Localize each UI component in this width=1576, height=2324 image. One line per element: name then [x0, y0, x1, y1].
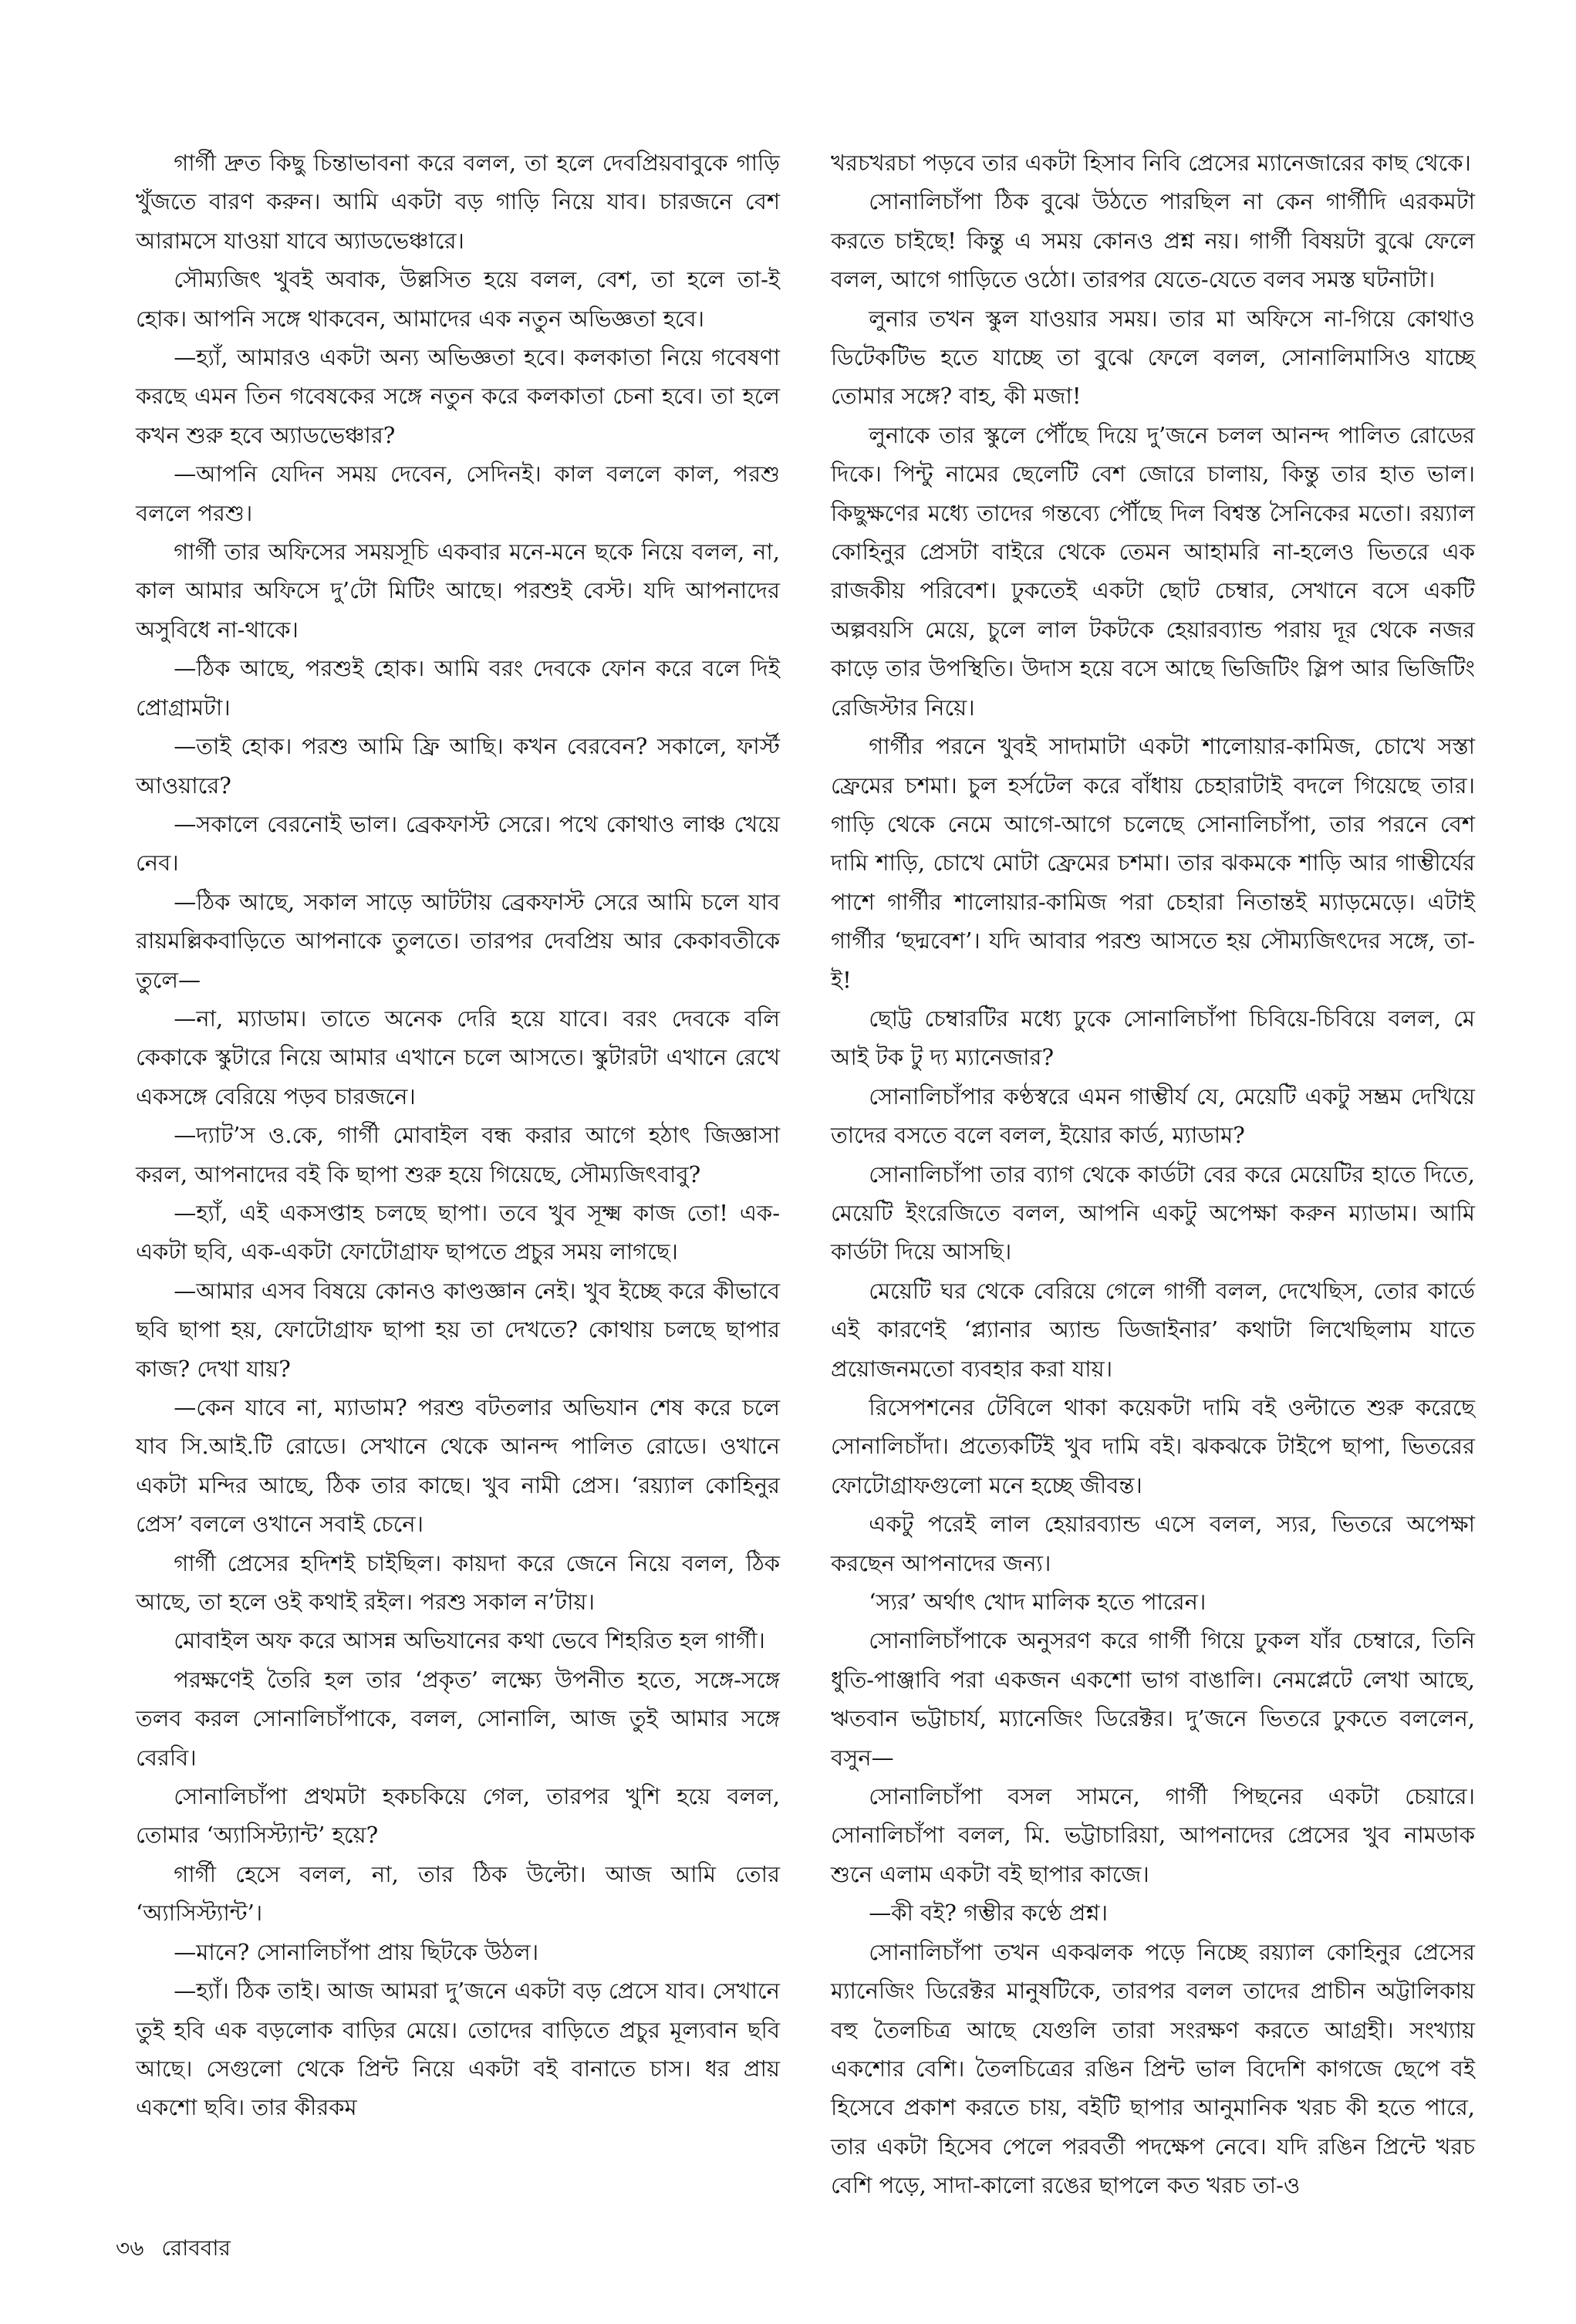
paragraph: —আপনি যেদিন সময় দেবেন, সেদিনই। কাল বললে কাল, পরশু বললে পরশু। [136, 461, 780, 526]
paragraph: সোনালিচাঁপা প্রথমটা হকচকিয়ে গেল, তারপর খুশি হয়ে বলল, তোমার ‘অ্যাসিস্ট্যান্ট’ হয়ে? [136, 1783, 780, 1849]
paragraph: —ঠিক আছে, সকাল সাড়ে আটটায় ব্রেকফাস্ট সেরে আমি চলে যাব রায়মল্লিকবাড়িতে আপনাকে তুলতে। তারপর দেবপ্রিয় আর কেকাবতীকে তুলে— [136, 888, 780, 993]
paragraph: গার্গীর পরনে খুবই সাদামাটা একটা শালোয়ার-কামিজ, চোখে সস্তা ফ্রেমের চশমা। চুল হর্সটেল করে বাঁধায় চেহারাটাই বদলে গিয়েছে তার। গাড়ি থেকে নেমে আগে-আগে চলেছে সোনালিচাঁপা, তার পরনে বেশ দামি শাড়ি, চোখে মোটা ফ্রেমের চশমা। তার ঝকমকে শাড়ি আর গাম্ভীর্যের পাশে গার্গীর শালোয়ার-কামিজ পরা চেহারা নিতান্তই ম্যাড়মেড়ে। এটাই গার্গীর ‘ছদ্মবেশ’। যদি আবার পরশু আসতে হয় সৌম্যজিৎদের সঙ্গে, তা-ই! [831, 733, 1475, 993]
paragraph: —হ্যাঁ, আমারও একটা অন্য অভিজ্ঞতা হবে। কলকাতা নিয়ে গবেষণা করছে এমন তিন গবেষকের সঙ্গে নতুন করে কলকাতা চেনা হবে। তা হলে কখন শুরু হবে অ্যাডভেঞ্চার? [136, 344, 780, 448]
paragraph: —সকালে বেরনোই ভাল। ব্রেকফাস্ট সেরে। পথে কোথাও লাঞ্চ খেয়ে নেব। [136, 810, 780, 877]
paragraph: পরক্ষণেই তৈরি হল তার ‘প্রকৃত’ লক্ষ্যে উপনীত হতে, সঙ্গে-সঙ্গে তলব করল সোনালিচাঁপাকে, বলল, সোনালি, আজ তুই আমার সঙ্গে বেরবি। [136, 1666, 780, 1771]
paragraph: গার্গী তার অফিসের সময়সূচি একবার মনে-মনে ছকে নিয়ে বলল, না, কাল আমার অফিসে দু’টো মিটিং আছে। পরশুই বেস্ট। যদি আপনাদের অসুবিধে না-থাকে। [136, 539, 780, 643]
paragraph: —না, ম্যাডাম। তাতে অনেক দেরি হয়ে যাবে। বরং দেবকে বলি কেকাকে স্কুটারে নিয়ে আমার এখানে চলে আসতে। স্কুটারটা এখানে রেখে একসঙ্গে বেরিয়ে পড়ব চারজনে। [136, 1005, 780, 1110]
paragraph: —আমার এসব বিষয়ে কোনও কাণ্ডজ্ঞান নেই। খুব ইচ্ছে করে কীভাবে ছবি ছাপা হয়, ফোটোগ্রাফ ছাপা হয় তা দেখতে? কোথায় চলছে ছাপার কাজ? দেখা যায়? [136, 1277, 780, 1382]
paragraph: ‘স্যর’ অর্থাৎ খোদ মালিক হতে পারেন। [869, 1589, 1206, 1616]
magazine-name: রোববার [161, 2235, 231, 2261]
paragraph: গার্গী প্রেসের হদিশই চাইছিল। কায়দা করে জেনে নিয়ে বলল, ঠিক আছে, তা হলে ওই কথাই রইল। পরশু সকাল ন’টায়। [136, 1549, 780, 1616]
paragraph: লুনার তখন স্কুল যাওয়ার সময়। তার মা অফিসে না-গিয়ে কোথাও ডিটেকটিভ হতে যাচ্ছে তা বুঝে ফেলে বলল, সোনালিমাসিও যাচ্ছে তোমার সঙ্গে? বাহ, কী মজা! [831, 305, 1475, 410]
paragraph: —দ্যাট’স ও.কে, গার্গী মোবাইল বন্ধ করার আগে হঠাৎ জিজ্ঞাসা করল, আপনাদের বই কি ছাপা শুরু হয়ে গিয়েছে, সৌম্যজিৎবাবু? [136, 1122, 780, 1187]
paragraph: —হ্যাঁ, এই একসপ্তাহ চলছে ছাপা। তবে খুব সূক্ষ্ম কাজ তো! এক-একটা ছবি, এক-একটা ফোটোগ্রাফ ছাপতে প্রচুর সময় লাগছে। [136, 1199, 780, 1265]
right-column [831, 144, 1475, 2205]
paragraph: সোনালিচাঁপাকে অনুসরণ করে গার্গী গিয়ে ঢুকল যাঁর চেম্বারে, তিনি ধুতি-পাঞ্জাবি পরা একজন একশো ভাগ বাঙালি। নেমপ্লেটে লেখা আছে, ঋতবান ভট্টাচার্য, ম্যানেজিং ডিরেক্টর। দু’জনে ভিতরে ঢুকতে বললেন, বসুন— [831, 1627, 1475, 1771]
paragraph: সোনালিচাঁপার কণ্ঠস্বরে এমন গাম্ভীর্য যে, মেয়েটি একটু সম্ভ্রম দেখিয়ে তাদের বসতে বলে বলল, ইয়োর কার্ড, ম্যাডাম? [831, 1083, 1475, 1149]
paragraph: —কী বই? গম্ভীর কণ্ঠে প্রশ্ন। [869, 1900, 1109, 1927]
paragraph: সোনালিচাঁপা তার ব্যাগ থেকে কার্ডটা বের করে মেয়েটির হাতে দিতে, মেয়েটি ইংরেজিতে বলল, আপনি একটু অপেক্ষা করুন ম্যাডাম। আমি কার্ডটা দিয়ে আসছি। [831, 1160, 1475, 1265]
paragraph: মেয়েটি ঘর থেকে বেরিয়ে গেলে গার্গী বলল, দেখেছিস, তোর কার্ডে এই কারণেই ‘প্ল্যানার অ্যান্ড ডিজাইনার’ কথাটা লিখেছিলাম যাতে প্রয়োজনমতো ব্যবহার করা যায়। [831, 1277, 1475, 1382]
paragraph: —ঠিক আছে, পরশুই হোক। আমি বরং দেবকে ফোন করে বলে দিই প্রোগ্রামটা। [136, 655, 780, 721]
page-number: ৩৬ [116, 2235, 144, 2261]
paragraph: —কেন যাবে না, ম্যাডাম? পরশু বটতলার অভিযান শেষ করে চলে যাব সি.আই.টি রোডে। সেখানে থেকে আনন্দ পালিত রোডে। ওখানে একটা মন্দির আছে, ঠিক তার কাছে। খুব নামী প্রেস। ‘রয়্যাল কোহিনুর প্রেস’ বললে ওখানে সবাই চেনে। [136, 1394, 780, 1538]
left-column [136, 144, 780, 2127]
paragraph: সৌম্যজিৎ খুবই অবাক, উল্লসিত হয়ে বলল, বেশ, তা হলে তা-ই হোক। আপনি সঙ্গে থাকবেন, আমাদের এক নতুন অভিজ্ঞতা হবে। [136, 266, 780, 332]
paragraph: সোনালিচাঁপা তখন একঝলক পড়ে নিচ্ছে রয়্যাল কোহিনুর প্রেসের ম্যানেজিং ডিরেক্টর মানুষটিকে, তারপর বলল তাদের প্রাচীন অট্টালিকায় বহু তৈলচিত্র আছে যেগুলি তারা সংরক্ষণ করতে আগ্রহী। সংখ্যায় একশোর বেশি। তৈলচিত্রের রঙিন প্রিন্ট ভাল বিদেশি কাগজে ছেপে বই হিসেবে প্রকাশ করতে চায়, বইটি ছাপার আনুমানিক খরচ কী হতে পারে, তার একটা হিসেব পেলে পরবর্তী পদক্ষেপ নেবে। যদি রঙিন প্রিন্টে খরচ বেশি পড়ে, সাদা-কালো রঙের ছাপলে কত খরচ তা-ও [831, 1938, 1475, 2199]
paragraph: গার্গী দ্রুত কিছু চিন্তাভাবনা করে বলল, তা হলে দেবপ্রিয়বাবুকে গাড়ি খুঁজতে বারণ করুন। আমি একটা বড় গাড়ি নিয়ে যাব। চারজনে বেশ আরামসে যাওয়া যাবে অ্যাডভেঞ্চারে। [136, 150, 780, 254]
paragraph: খরচখরচা পড়বে তার একটা হিসাব নিবি প্রেসের ম্যানেজারের কাছ থেকে। [831, 150, 1471, 176]
page-footer [116, 2231, 241, 2268]
paragraph: —মানে? সোনালিচাঁপা প্রায় ছিটকে উঠল। [174, 1938, 539, 1965]
paragraph: একটু পরেই লাল হেয়ারব্যান্ড এসে বলল, স্যর, ভিতরে অপেক্ষা করছেন আপনাদের জন্য। [831, 1511, 1475, 1576]
paragraph: ছোট্ট চেম্বারটির মধ্যে ঢুকে সোনালিচাঁপা চিবিয়ে-চিবিয়ে বলল, মে আই টক টু দ্য ম্যানেজার? [831, 1005, 1475, 1071]
paragraph: মোবাইল অফ করে আসন্ন অভিযানের কথা ভেবে শিহরিত হল গার্গী। [174, 1627, 765, 1654]
paragraph: সোনালিচাঁপা বসল সামনে, গার্গী পিছনের একটা চেয়ারে। সোনালিচাঁপা বলল, মি. ভট্টাচারিয়া, আপনাদের প্রেসের খুব নামডাক শুনে এলাম একটা বই ছাপার কাজে। [831, 1783, 1475, 1887]
paragraph: রিসেপশনের টেবিলে থাকা কয়েকটা দামি বই ওল্টাতে শুরু করেছে সোনালিচাঁদা। প্রত্যেকটিই খুব দামি বই। ঝকঝকে টাইপে ছাপা, ভিতরের ফোটোগ্রাফগুলো মনে হচ্ছে জীবন্ত। [831, 1394, 1475, 1498]
paragraph: —তাই হোক। পরশু আমি ফ্রি আছি। কখন বেরবেন? সকালে, ফার্স্ট আওয়ারে? [136, 733, 780, 799]
paragraph: লুনাকে তার স্কুলে পৌঁছে দিয়ে দু’জনে চলল আনন্দ পালিত রোডের দিকে। পিন্টু নামের ছেলেটি বেশ জোরে চালায়, কিন্তু তার হাত ভাল। কিছুক্ষণের মধ্যে তাদের গন্তব্যে পৌঁছে দিল বিশ্বস্ত সৈনিকের মতো। রয়্যাল কোহিনুর প্রেসটা বাইরে থেকে তেমন আহামরি না-হলেও ভিতরে এক রাজকীয় পরিবেশ। ঢুকতেই একটা ছোট চেম্বার, সেখানে বসে একটি অল্পবয়সি মেয়ে, চুলে লাল টকটকে হেয়ারব্যান্ড পরায় দূর থেকে নজর কাড়ে তার উপস্থিতি। উদাস হয়ে বসে আছে ভিজিটিং স্লিপ আর ভিজিটিং রেজিস্টার নিয়ে। [831, 421, 1475, 721]
paragraph: গার্গী হেসে বলল, না, তার ঠিক উল্টো। আজ আমি তোর ‘অ্যাসিস্ট্যান্ট’। [136, 1860, 780, 1927]
paragraph: —হ্যাঁ। ঠিক তাই। আজ আমরা দু’জনে একটা বড় প্রেসে যাব। সেখানে তুই হবি এক বড়লোক বাড়ির মেয়ে। তোদের বাড়িতে প্রচুর মূল্যবান ছবি আছে। সেগুলো থেকে প্রিন্ট নিয়ে একটা বই বানাতে চাস। ধর প্রায় একশো ছবি। তার কীরকম [136, 1978, 780, 2121]
paragraph: সোনালিচাঁপা ঠিক বুঝে উঠতে পারছিল না কেন গার্গীদি এরকমটা করতে চাইছে! কিন্তু এ সময় কোনও প্রশ্ন নয়। গার্গী বিষয়টা বুঝে ফেলে বলল, আগে গাড়িতে ওঠো। তারপর যেতে-যেতে বলব সমস্ত ঘটনাটা। [831, 188, 1475, 293]
